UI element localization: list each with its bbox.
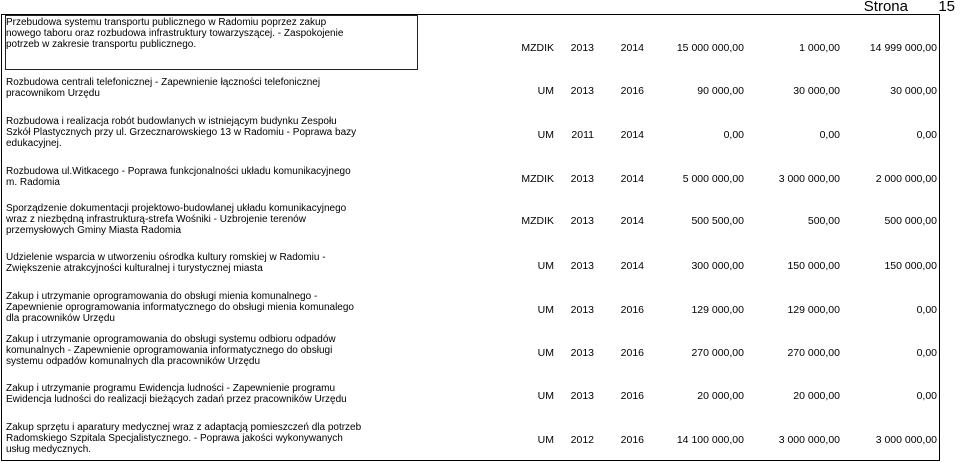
- year-end-cell: 2014: [620, 42, 644, 54]
- unit-cell: UM: [537, 390, 554, 402]
- year-start-cell: 2011: [571, 129, 594, 141]
- amount-total-cell: 129 000,00: [691, 304, 744, 316]
- table-row: [2, 15, 941, 70]
- page-number: 15: [938, 0, 955, 15]
- investment-table: [1, 14, 940, 461]
- year-start-cell: 2013: [570, 42, 594, 54]
- unit-cell: MZDIK: [521, 215, 554, 227]
- amount-total-cell: 90 000,00: [697, 85, 744, 97]
- row-description: Zakup i utrzymanie programu Ewidencja ludności - Zapewnienie programu Ewidencja ludności do realizacji bieżących zadań przez pracowników Urzędu: [6, 383, 347, 405]
- amount-2013-cell: 1 000,00: [799, 42, 840, 54]
- unit-cell: UM: [537, 304, 554, 316]
- row-description: Udzielenie wsparcia w utworzeniu ośrodka kultury romskiej w Radomiu - Zwiększenie atrakcyjności kulturalnej i turystycznej miasta: [6, 252, 326, 274]
- page-label: Strona: [863, 0, 908, 15]
- row-description: Zakup i utrzymanie oprogramowania do obsługi systemu odbioru odpadów komunalnych - Zapewnienie oprogramowania informatycznego do obsługi systemu odpadów komunalnych dla pracowników Urzędu: [6, 334, 336, 367]
- page-header: [760, 0, 960, 14]
- amount-total-cell: 300 000,00: [691, 260, 744, 272]
- amount-2013-cell: 30 000,00: [793, 85, 840, 97]
- row-description: Rozbudowa ul.Witkacego - Poprawa funkcjonalności układu komunikacyjnego m. Radomia: [6, 166, 351, 188]
- amount-2013-cell: 129 000,00: [787, 304, 840, 316]
- row-description: Rozbudowa i realizacja robót budowlanych w istniejącym budynku Zespołu Szkół Plastycznych przy ul. Grzecznarowskiego 13 w Radomiu - Poprawa bazy edukacyjnej.: [6, 116, 357, 149]
- year-end-cell: 2016: [620, 85, 644, 97]
- year-end-cell: 2016: [620, 304, 644, 316]
- row-description: Przebudowa systemu transportu publicznego w Radomiu poprzez zakup nowego taboru oraz rozbudowa infrastruktury towarzyszącej. - Zaspokojenie potrzeb w zakresie transportu publicznego.: [6, 17, 344, 50]
- amount-2014-cell: 0,00: [916, 304, 937, 316]
- amount-2013-cell: 270 000,00: [787, 347, 840, 359]
- amount-2014-cell: 14 999 000,00: [869, 42, 937, 54]
- amount-total-cell: 5 000 000,00: [682, 173, 744, 185]
- year-end-cell: 2014: [620, 129, 644, 141]
- amount-2013-cell: 3 000 000,00: [778, 434, 840, 446]
- year-start-cell: 2012: [570, 434, 594, 446]
- amount-2014-cell: 0,00: [916, 390, 937, 402]
- amount-2014-cell: 150 000,00: [884, 260, 937, 272]
- year-start-cell: 2013: [570, 390, 594, 402]
- year-end-cell: 2014: [620, 215, 644, 227]
- year-start-cell: 2013: [570, 85, 594, 97]
- amount-total-cell: 0,00: [723, 129, 744, 141]
- amount-2014-cell: 500 000,00: [884, 215, 937, 227]
- unit-cell: UM: [537, 347, 554, 359]
- unit-cell: UM: [537, 260, 554, 272]
- amount-2014-cell: 0,00: [916, 347, 937, 359]
- year-end-cell: 2016: [620, 434, 644, 446]
- year-end-cell: 2014: [620, 260, 644, 272]
- row-description: Rozbudowa centrali telefonicznej - Zapewnienie łączności telefonicznej pracownikom Urzędu: [6, 77, 321, 99]
- year-end-cell: 2016: [620, 347, 644, 359]
- unit-cell: MZDIK: [521, 173, 554, 185]
- amount-2014-cell: 2 000 000,00: [875, 173, 937, 185]
- amount-total-cell: 14 100 000,00: [676, 434, 744, 446]
- year-end-cell: 2016: [620, 390, 644, 402]
- amount-2013-cell: 20 000,00: [793, 390, 840, 402]
- unit-cell: MZDIK: [521, 42, 554, 54]
- amount-total-cell: 20 000,00: [697, 390, 744, 402]
- amount-2013-cell: 500,00: [807, 215, 840, 227]
- amount-2013-cell: 150 000,00: [787, 260, 840, 272]
- year-start-cell: 2013: [570, 173, 594, 185]
- year-end-cell: 2014: [620, 173, 644, 185]
- amount-total-cell: 500 500,00: [691, 215, 744, 227]
- unit-cell: UM: [537, 434, 554, 446]
- year-start-cell: 2013: [570, 215, 594, 227]
- unit-cell: UM: [537, 129, 554, 141]
- year-start-cell: 2013: [570, 347, 594, 359]
- year-start-cell: 2013: [570, 304, 594, 316]
- amount-2014-cell: 3 000 000,00: [875, 434, 937, 446]
- amount-2013-cell: 3 000 000,00: [778, 173, 840, 185]
- row-description: Zakup sprzętu i aparatury medycznej wraz z adaptacją pomieszczeń dla potrzeb Radomskiego Szpitala Specjalistycznego. - Poprawa jakości wykonywanych usług medycznych.: [6, 422, 362, 455]
- unit-cell: UM: [537, 85, 554, 97]
- amount-2013-cell: 0,00: [819, 129, 840, 141]
- row-description: Sporządzenie dokumentacji projektowo-budowlanej układu komunikacyjnego wraz z niezbędną infrastrukturą-strefa Wośniki - Uzbrojenie terenów przemysłowych Gminy Miasta Radomia: [6, 203, 347, 236]
- amount-total-cell: 15 000 000,00: [676, 42, 744, 54]
- year-start-cell: 2013: [570, 260, 594, 272]
- amount-total-cell: 270 000,00: [691, 347, 744, 359]
- amount-2014-cell: 30 000,00: [890, 85, 937, 97]
- amount-2014-cell: 0,00: [916, 129, 937, 141]
- row-description: Zakup i utrzymanie oprogramowania do obsługi mienia komunalnego - Zapewnienie oprogramowania informatycznego do obsługi mienia komunalego dla pracowników Urzędu: [6, 291, 354, 324]
